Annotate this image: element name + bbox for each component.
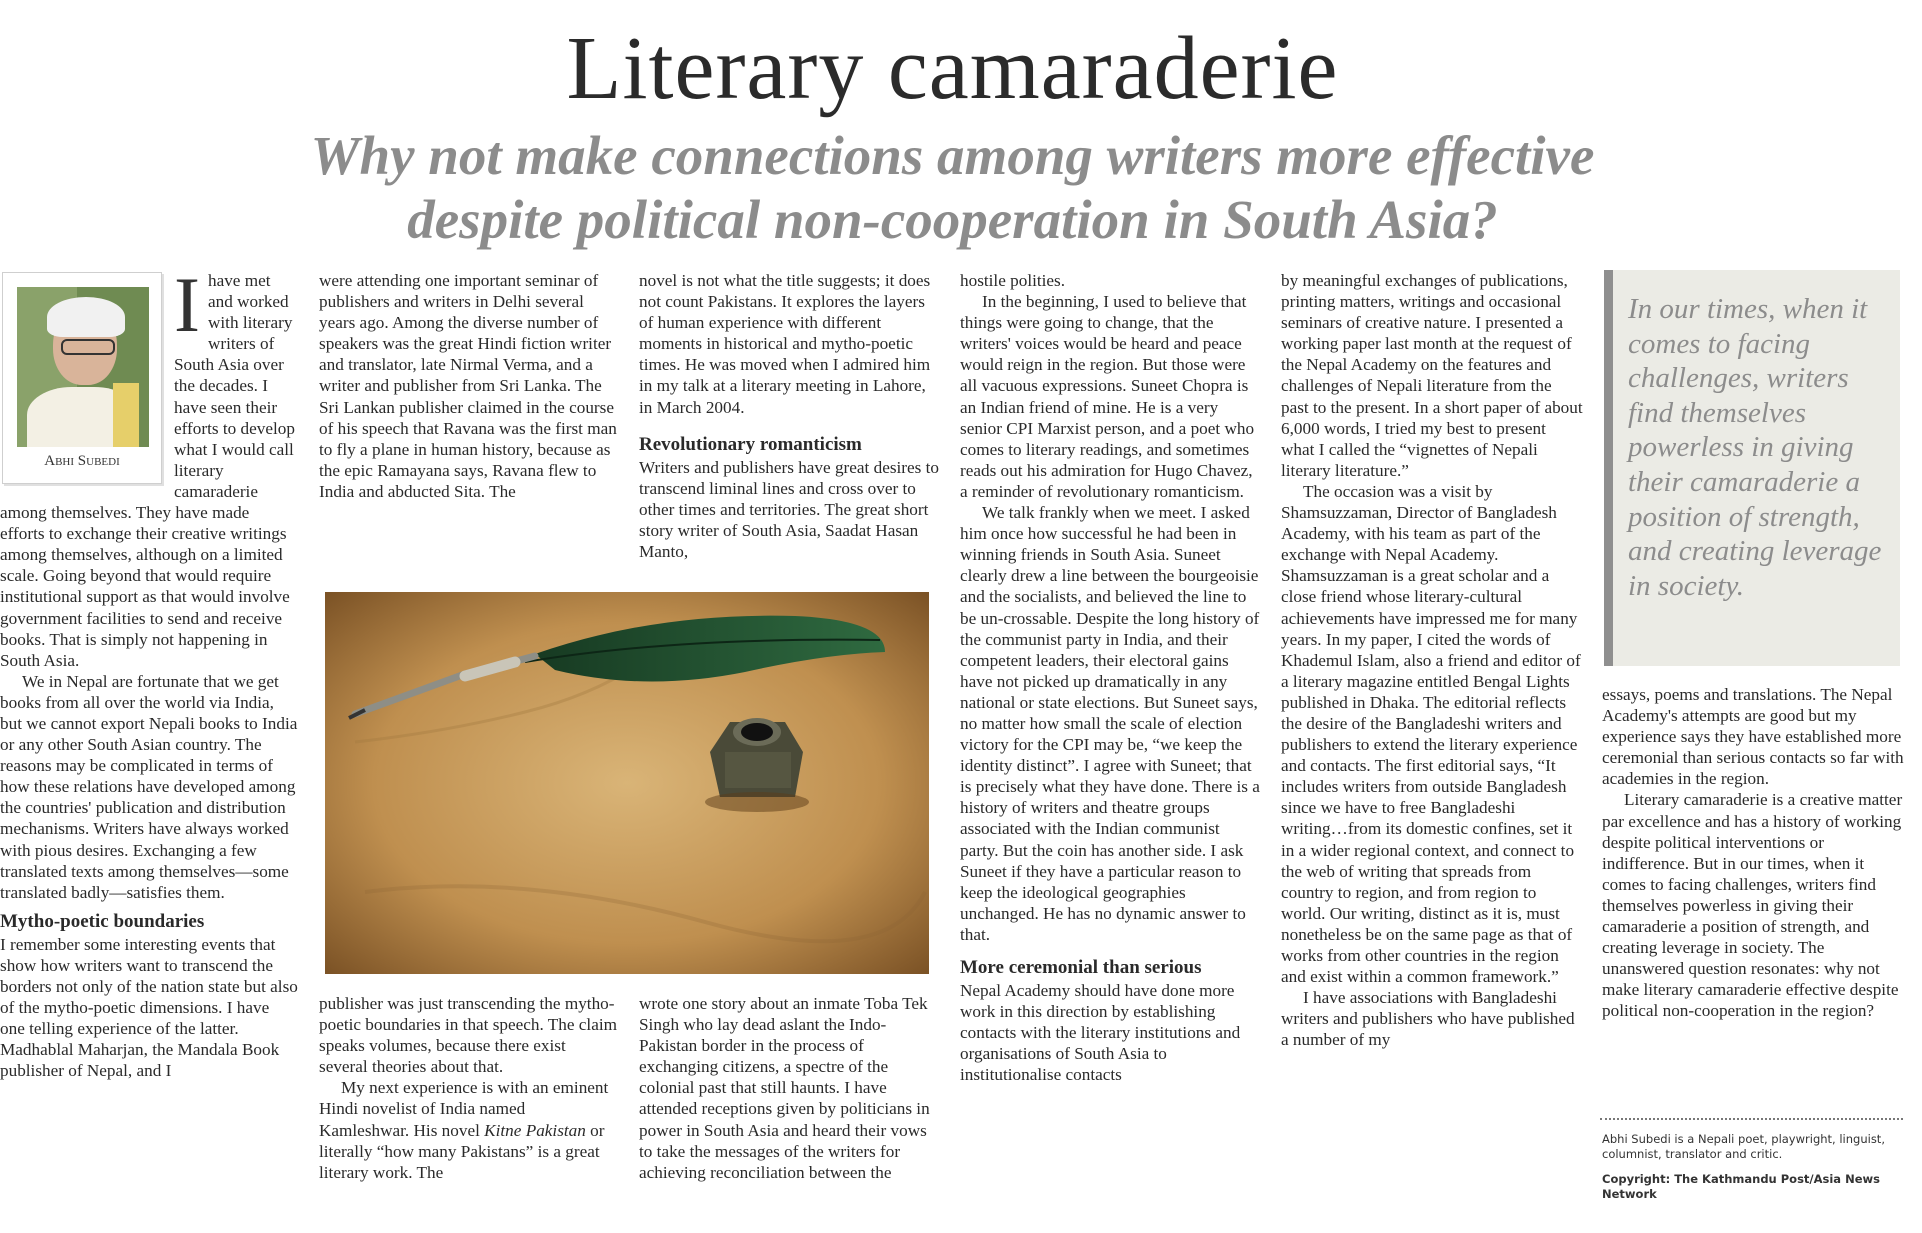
- paragraph: Nepal Academy should have done more work in this direction by establishing contacts with the literary institutions and organisations of South Asia to institutionalise contacts: [960, 981, 1241, 1085]
- paragraph: We talk frankly when we meet. I asked him once how successful he had been in winning friends in South Asia. Suneet clearly drew a line between the bourgeoisie and the socialists, and believed the line to be un-crossable. Despite the long history of the communist party in India, and their competent leaders, their electoral gains have not picked up dramatically in any national or state elections. But Suneet says, no matter how small the scale of election victory for the CPI may be, “we keep the identity distinct”. I agree with Suneet; that is precisely what they have done. There is a history of writers and theatre groups associated with the Indian communist party. But the coin has another side. I ask Suneet if they have a particular reason to keep the ideological geographies unchanged. He has no dynamic answer to that.: [960, 503, 1260, 944]
- dotted-divider: [1600, 1118, 1903, 1120]
- column-2-bottom: [319, 993, 617, 1183]
- paragraph: essays, poems and translations. The Nepal Academy's attempts are good but my experience says they have established more ceremonial than serious contacts so far with academies in the region.: [1602, 685, 1904, 789]
- paragraph: The occasion was a visit by Shamsuzzaman, Director of Bangladesh Academy, with his team as part of the exchange with Nepal Academy. Shamsuzzaman is a great scholar and a close friend whose literary-cultural achievements have impressed me for many years. In my paper, I cited the words of Khademul Islam, also a friend and editor of a literary magazine entitled Bengal Lights published in Dhaka. The editorial reflects the desire of the Bangladeshi writers and publishers to extend the literary experience and contacts. The first editorial says, “It includes writers from outside Bangladesh since we have to free Bangladeshi writing…from its domestic confines, set it in a wider regional context, and connect to the web of writing that spreads from country to region, and from region to world. Our writing, distinct as it is, must nonetheless be on the same page as that of works from other countries in the region and exist within a common framework.”: [1281, 481, 1581, 987]
- copyright-line: Copyright: The Kathmandu Post/Asia News Network: [1602, 1172, 1880, 1201]
- paragraph: by meaningful exchanges of publications, printing matters, writings and occasional seminars of creative nature. I presented a working paper last month at the request of the Nepal Academy on the features and challenges of Nepali literature from the past to the present. In a short paper of about 6,000 words, I tried my best to present what I called the “vignettes of Nepali literary literature.”: [1281, 271, 1583, 480]
- paragraph: I remember some interesting events that show how writers want to transcend the borders not only of the nation state but also of the mytho-poetic dimensions. I have one telling experience of the latter. Madhablal Maharjan, the Mandala Book publisher of Nepal, and I: [0, 934, 298, 1081]
- paragraph: Writers and publishers have great desires to transcend liminal lines and cross over to other times and territories. The great short story writer of South Asia, Saadat Hasan Manto,: [639, 457, 939, 562]
- subheadline: [0, 124, 1905, 252]
- paragraph: publisher was just transcending the mytho-poetic boundaries in that speech. The claim speaks volumes, because there exist several theories about that.: [319, 994, 617, 1077]
- column-4: [960, 270, 1262, 1085]
- author-bio: Abhi Subedi is a Nepali poet, playwright, linguist, columnist, translator and critic.: [1602, 1132, 1885, 1161]
- section-heading: More ceremonial than serious: [960, 957, 1202, 978]
- section-heading: Revolutionary romanticism: [639, 433, 862, 455]
- pull-quote: In our times, when it comes to facing challenges, writers find themselves powerless in giving their camaraderie a position of strength, and creating leverage in society.: [1604, 270, 1900, 666]
- paragraph: My next experience is with an eminent Hindi novelist of India named Kamleshwar. His novel Kitne Pakistan or literally “how many Pakistans” is a great literary work. The: [319, 1078, 609, 1182]
- paragraph: have met and worked with literary writers of South Asia over the decades. I have seen their efforts to develop what I would call literary camaraderie among themselves. They have made efforts to exchange their creative writings among themselves, although on a limited scale. Going beyond that would require institutional support as that would involve government facilities to send and receive books. That is simply not happening in South Asia.: [0, 271, 295, 670]
- column-5: [1281, 270, 1583, 1050]
- author-name: Abhi Subedi: [44, 453, 120, 469]
- paragraph: hostile polities.: [960, 271, 1066, 290]
- book-title: Kitne Pakistan: [484, 1120, 586, 1140]
- quill-inkwell-illustration: [325, 592, 929, 974]
- column-3-bottom: [639, 993, 941, 1183]
- section-heading: Mytho-poetic boundaries: [0, 910, 205, 932]
- paragraph: In the beginning, I used to believe that things were going to change, that the writers' voices would be heard and peace would reign in the region. But those were all vacuous expressions. Suneet Chopra is an Indian friend of mine. He is a very senior CPI Marxist person, and a poet who comes to literary readings, and sometimes reads out his admiration for Hugo Chavez, a reminder of revolutionary romanticism.: [960, 292, 1255, 501]
- paragraph: Literary camaraderie is a creative matter par excellence and has a history of working despite political interventions or indifference. But in our times, when it comes to facing challenges, writers find themselves powerless in giving their camaraderie a position of strength, and creating leverage in society. The unanswered question resonates: why not make literary camaraderie effective despite political non-cooperation in the region?: [1602, 790, 1903, 1021]
- photo-spacer: [0, 270, 174, 492]
- paragraph: I have associations with Bangladeshi writers and publishers who have published a number of my: [1281, 988, 1575, 1050]
- column-1-top: [0, 261, 298, 1081]
- paragraph: We in Nepal are fortunate that we get books from all over the world via India, but we cannot export Nepali books to India or any other South Asian country. The reasons may be complicated in terms of how these relations have developed among the countries' publication and distribution mechanisms. Writers have always worked with pious desires. Exchanging a few translated texts among themselves—some translated badly—satisfies them.: [0, 671, 298, 902]
- column-2-top: [319, 270, 617, 502]
- drop-cap: I: [174, 261, 200, 348]
- subheadline-line-2: despite political non-cooperation in South Asia?: [407, 189, 1498, 250]
- subheadline-line-1: Why not make connections among writers more effective: [310, 125, 1595, 186]
- paragraph: wrote one story about an inmate Toba Tek Singh who lay dead aslant the Indo-Pakistan border in the process of exchanging citizens, a spectre of the colonial past that still haunts. I have attended receptions given by politicians in power in South Asia and heard their vows to take the messages of the writers for achieving reconciliation between the: [639, 994, 930, 1182]
- paragraph: were attending one important seminar of publishers and writers in Delhi several years ago. Among the diverse number of speakers was the great Hindi fiction writer and translator, late Nirmal Verma, and a writer and publisher from Sri Lanka. The Sri Lankan publisher claimed in the course of his speech that Ravana was the first man to fly a plane in human history, because as the epic Ramayana says, Ravana flew to India and abducted Sita. The: [319, 271, 617, 501]
- paragraph: novel is not what the title suggests; it does not count Pakistans. It explores the layers of human experience with different moments in historical and mytho-poetic times. He was moved when I admired him in my talk at a literary meeting in Lahore, in March 2004.: [639, 271, 931, 417]
- headline: Literary camaraderie: [566, 19, 1339, 118]
- column-3-top: [639, 270, 941, 562]
- column-6: [1602, 684, 1904, 1022]
